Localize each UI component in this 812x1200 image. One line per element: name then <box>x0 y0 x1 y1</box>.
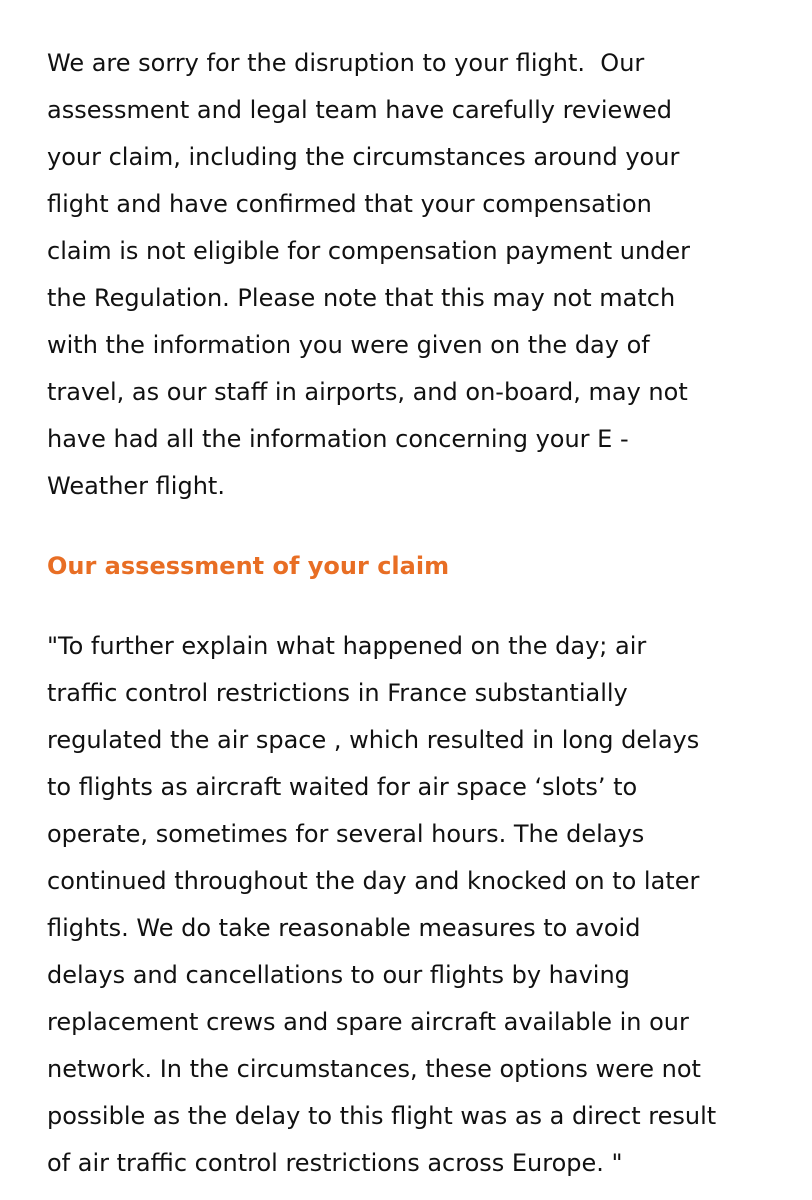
intro-line: claim is not eligible for compensation payment under <box>47 237 691 265</box>
explanation-line: delays and cancellations to our flights by having <box>47 961 630 989</box>
explanation-paragraph <box>47 623 777 1187</box>
section-heading: Our assessment of your claim <box>47 552 450 580</box>
intro-line: travel, as our staff in airports, and on-board, may not <box>47 378 688 406</box>
email-body <box>47 40 777 1187</box>
intro-paragraph <box>47 40 777 510</box>
intro-line: We are sorry for the disruption to your flight. Our <box>47 49 645 77</box>
explanation-line: continued throughout the day and knocked on to later <box>47 867 700 895</box>
intro-line: have had all the information concerning your E - <box>47 425 629 453</box>
explanation-line: to flights as aircraft waited for air space ‘slots’ to <box>47 773 638 801</box>
intro-line: Weather flight. <box>47 472 225 500</box>
explanation-line: traffic control restrictions in France substantially <box>47 679 628 707</box>
intro-line: assessment and legal team have carefully reviewed <box>47 96 672 124</box>
intro-line: the Regulation. Please note that this may not match <box>47 284 676 312</box>
explanation-line: flights. We do take reasonable measures to avoid <box>47 914 641 942</box>
explanation-line: "To further explain what happened on the day; air <box>47 632 647 660</box>
explanation-line: replacement crews and spare aircraft available in our <box>47 1008 689 1036</box>
intro-line: flight and have confirmed that your compensation <box>47 190 652 218</box>
explanation-line: possible as the delay to this flight was as a direct result <box>47 1102 717 1130</box>
explanation-line: of air traffic control restrictions across Europe. " <box>47 1149 623 1177</box>
explanation-line: regulated the air space , which resulted in long delays <box>47 726 700 754</box>
intro-line: your claim, including the circumstances around your <box>47 143 680 171</box>
explanation-line: operate, sometimes for several hours. The delays <box>47 820 645 848</box>
intro-line: with the information you were given on the day of <box>47 331 650 359</box>
explanation-line: network. In the circumstances, these options were not <box>47 1055 701 1083</box>
